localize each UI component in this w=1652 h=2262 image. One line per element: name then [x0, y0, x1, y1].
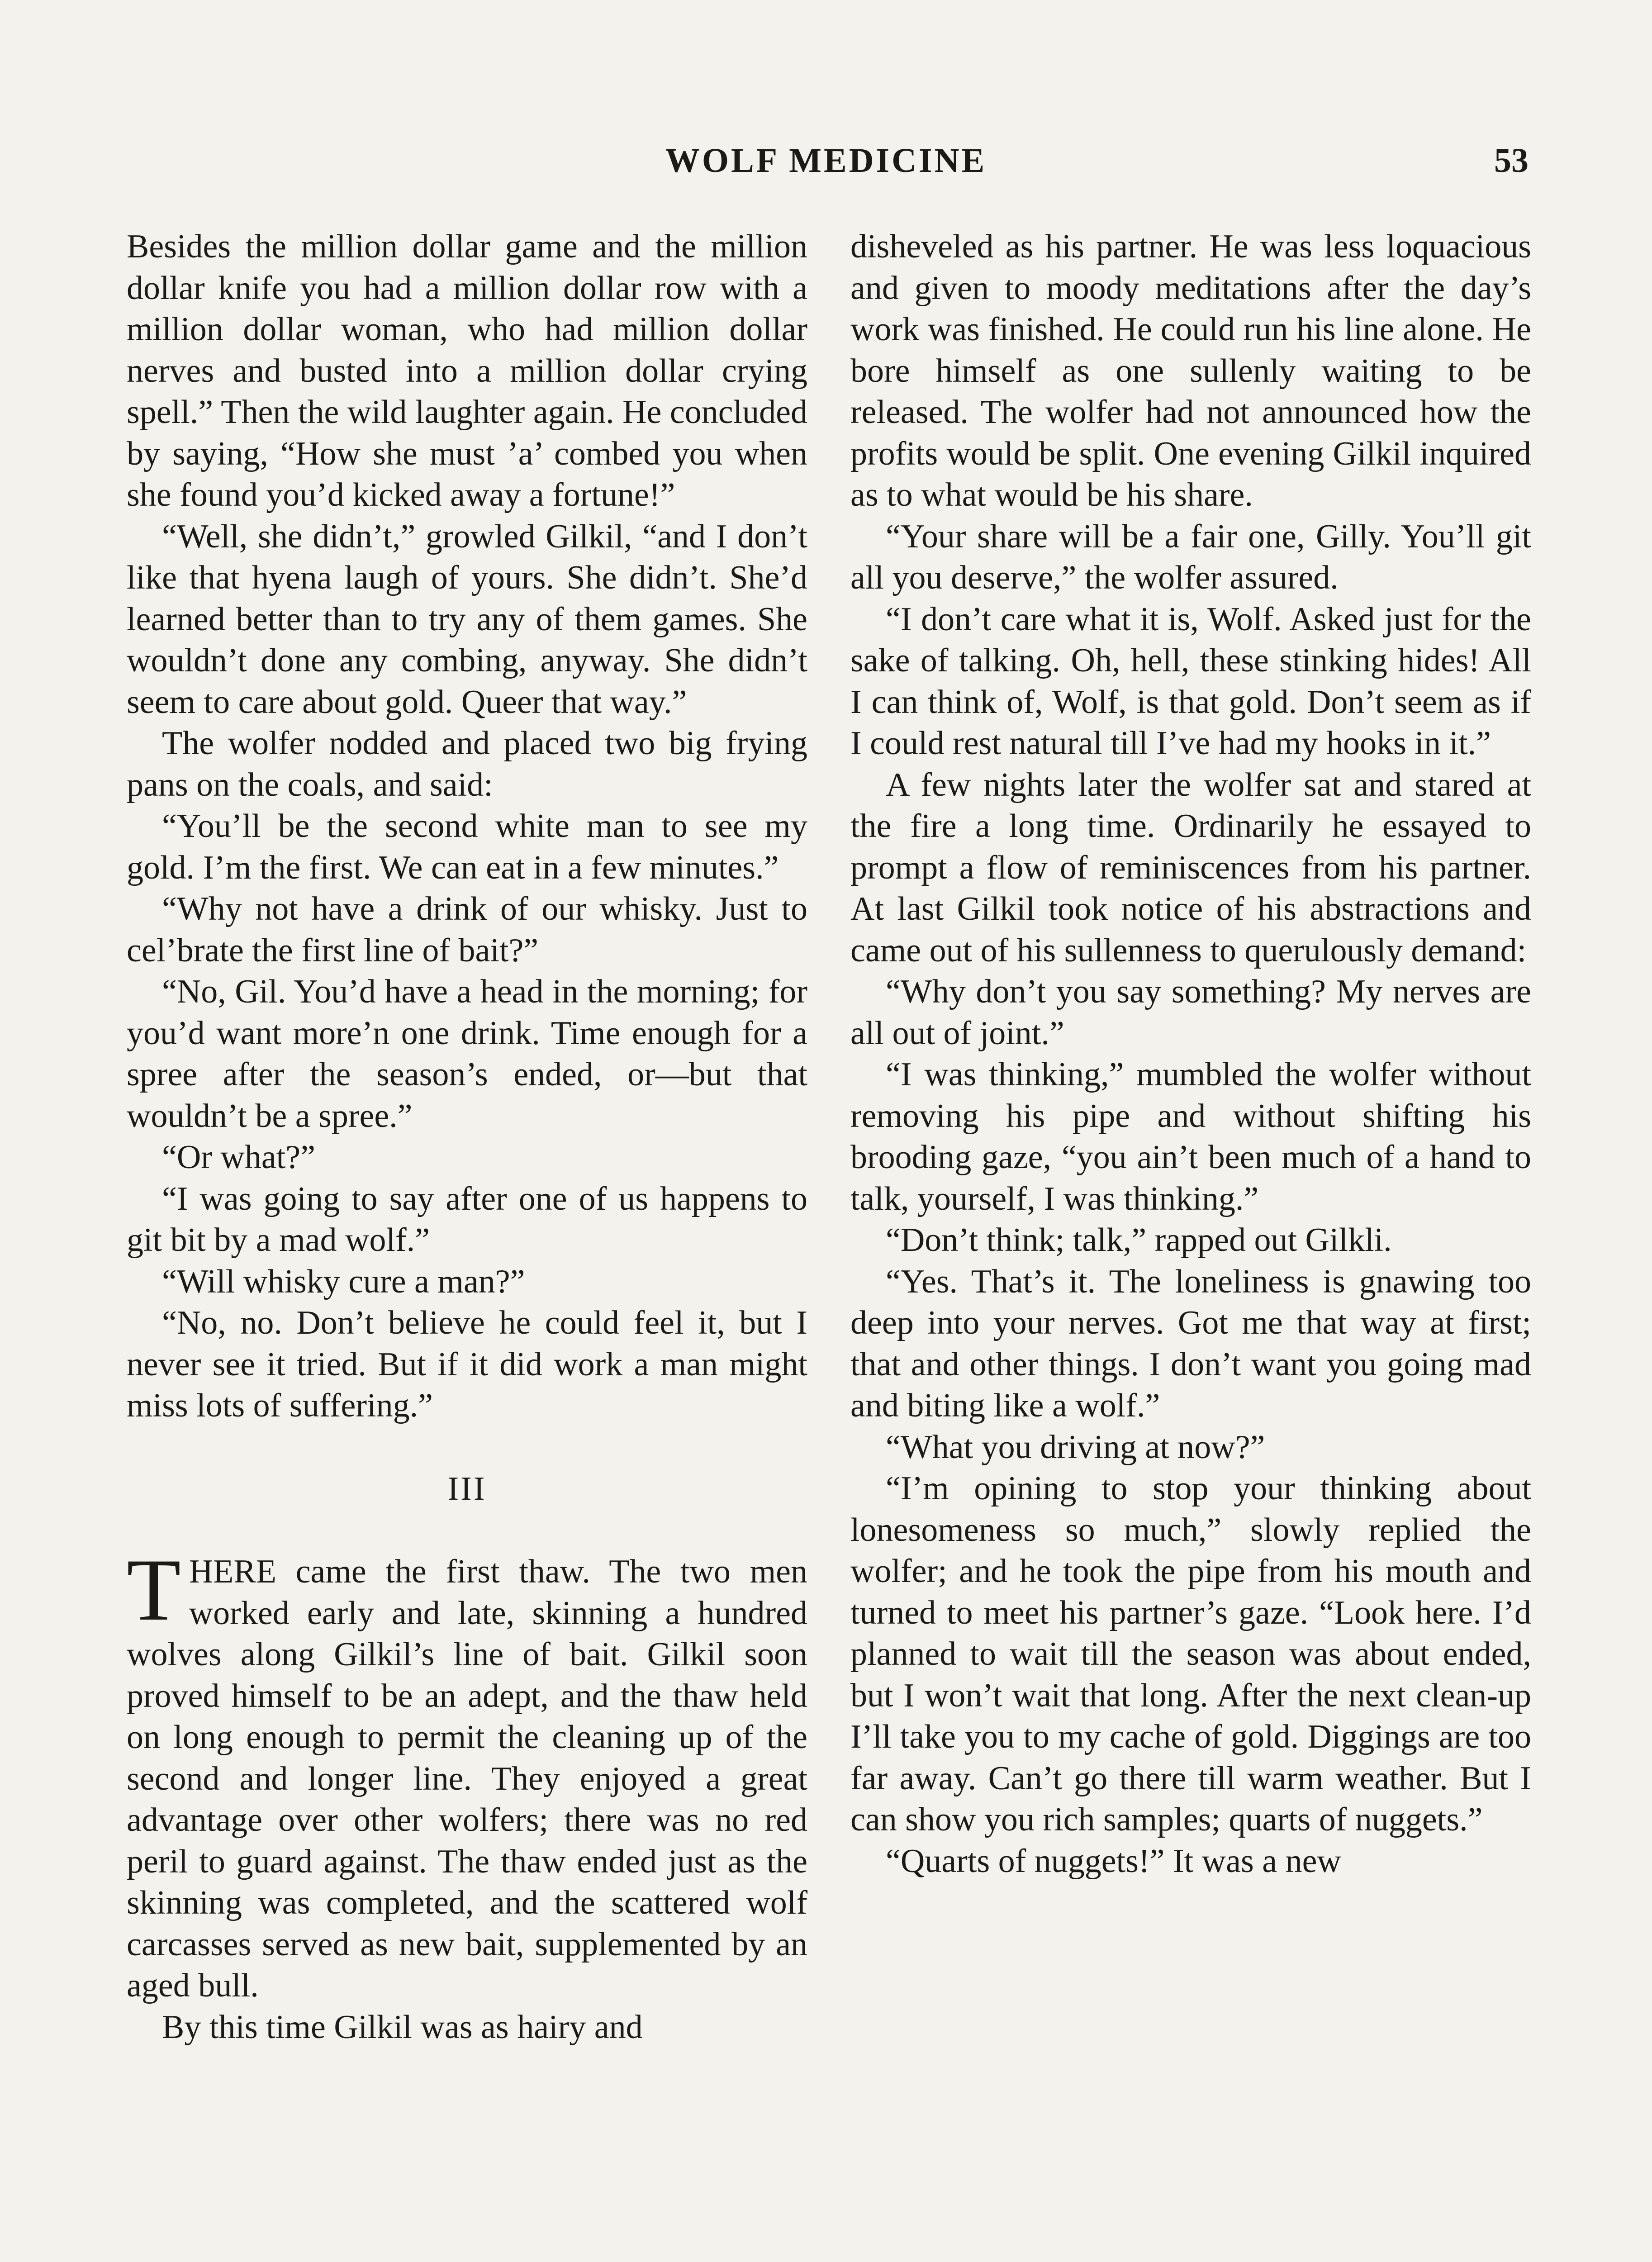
paragraph: “Quarts of nuggets!” It was a new: [886, 1842, 1341, 1880]
paragraph: “I don’t care what it is, Wolf. Asked just for the sake of talking. Oh, hell, these stinking hides! All I can think of, Wolf, is that gold. Don’t seem as if I could rest natural till I’ve had my hooks in it.”: [850, 600, 1531, 762]
drop-cap: T: [127, 1541, 181, 1639]
paragraph: “Or what?”: [162, 1139, 315, 1176]
paragraph-with-drop-cap: [127, 1541, 807, 2007]
paragraph: “Why don’t you say something? My nerves are all out of joint.”: [850, 973, 1531, 1052]
paragraph: The wolfer nodded and placed two big frying pans on the coals, and said:: [127, 725, 807, 803]
paragraph: A few nights later the wolfer sat and stared at the fire a long time. Ordinarily he essayed to prompt a flow of reminiscences from his partner. At last Gilkil took notice of his abstractions and came out of his sullenness to querulously demand:: [850, 766, 1531, 969]
paragraph: “Well, she didn’t,” growled Gilkil, “and I don’t like that hyena laugh of yours. She didn’t. She’d learned better than to try any of them games. She wouldn’t done any combing, anyway. She didn’t seem to care about gold. Queer that way.”: [127, 518, 807, 721]
paragraph: “I was going to say after one of us happens to git bit by a mad wolf.”: [127, 1180, 807, 1259]
running-title: WOLF MEDICINE: [665, 142, 987, 180]
paragraph: “No, Gil. You’d have a head in the morning; for you’d want more’n one drink. Time enough for a spree after the season’s ended, or—but that wouldn’t be a spree.”: [127, 973, 807, 1135]
paragraph-text: HERE came the first thaw. The two men worked early and late, skinning a hundred wolves along Gilkil’s line of bait. Gilkil soon proved himself to be an adept, and the thaw held on long enough to permit the cleaning up of the second and longer line. They enjoyed a great advantage over other wolfers; there was no red peril to guard against. The thaw ended just as the skinning was completed, and the scattered wolf carcasses served as new bait, supplemented by an aged bull.: [127, 1553, 807, 2004]
paragraph: disheveled as his partner. He was less loquacious and given to moody meditations after the day’s work was finished. He could run his line alone. He bore himself as one sullenly waiting to be released. The wolfer had not announced how the profits would be split. One evening Gilkil inquired as to what would be his share.: [850, 228, 1531, 513]
page-header: [0, 136, 1652, 185]
paragraph: “What you driving at now?”: [886, 1428, 1265, 1466]
paragraph: “You’ll be the second white man to see my gold. I’m the first. We can eat in a few minutes.”: [127, 808, 807, 886]
right-column: [850, 226, 1531, 1882]
paragraph: “Yes. That’s it. The loneliness is gnawing too deep into your nerves. Got me that way at first; that and other things. I don’t want you going mad and biting like a wolf.”: [850, 1263, 1531, 1424]
paragraph: “I’m opining to stop your thinking about lonesomeness so much,” slowly replied the wolfer; and he took the pipe from his mouth and turned to meet his partner’s gaze. “Look here. I’d planned to wait till the season was about ended, but I won’t wait that long. After the next clean-up I’ll take you to my cache of gold. Diggings are too far away. Can’t go there till warm weather. But I can show you rich samples; quarts of nuggets.”: [850, 1470, 1531, 1838]
paragraph: By this time Gilkil was as hairy and: [162, 2008, 643, 2046]
paragraph: “Don’t think; talk,” rapped out Gilkli.: [886, 1221, 1392, 1259]
paragraph: “Will whisky cure a man?”: [162, 1263, 525, 1300]
section-heading: III: [447, 1470, 487, 1507]
paragraph: “Your share will be a fair one, Gilly. You’ll git all you deserve,” the wolfer assured.: [850, 518, 1531, 596]
paragraph: “I was thinking,” mumbled the wolfer without removing his pipe and without shifting his brooding gaze, “you ain’t been much of a hand to talk, yourself, I was thinking.”: [850, 1056, 1531, 1217]
page-number: 53: [1494, 142, 1529, 180]
paragraph: Besides the million dollar game and the million dollar knife you had a million dollar row with a million dollar woman, who had million dollar nerves and busted into a million dollar crying spell.” Then the wild laughter again. He concluded by saying, “How she must ’a’ combed you when she found you’d kicked away a fortune!”: [127, 228, 807, 513]
left-column: [127, 226, 807, 2048]
paragraph: “Why not have a drink of our whisky. Just to cel’brate the first line of bait?”: [127, 890, 807, 969]
paragraph: “No, no. Don’t believe he could feel it, but I never see it tried. But if it did work a man might miss lots of suffering.”: [127, 1304, 807, 1424]
